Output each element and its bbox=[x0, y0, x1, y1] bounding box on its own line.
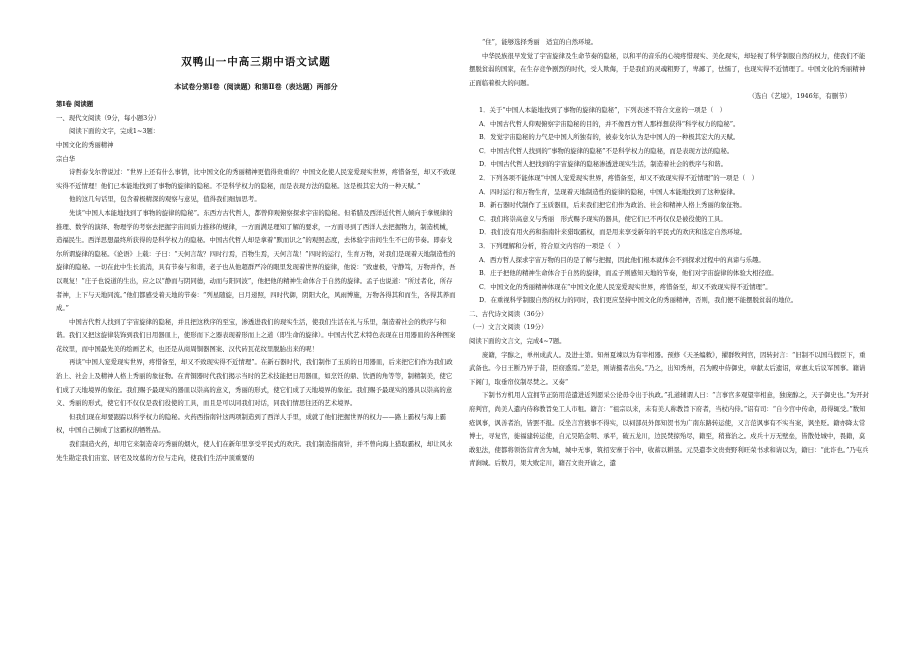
section-1-heading: 一、现代文阅读（9分，每小题3分） bbox=[56, 113, 160, 122]
section-2-1-heading: （一）文言文阅读（19分） bbox=[469, 323, 548, 332]
article-title: 中国文化的秀丽精神 bbox=[56, 140, 114, 149]
article-continuation: 中华民族很早发觉了宇宙旋律及生命节奏的隐秘，以和平的音乐的心境疼惜现实、美化现实，却轻视了科学制服自然的权力，使我们不能摆脱贫弱的国家，在生存竞争剧烈的时代，受人欺侮，于是我们的灵魂粗野了，卑鄙了，怯懦了，也现实得不近情理了。中国文化的秀丽精神正面临着极大的问题。 bbox=[469, 51, 866, 87]
exam-title: 双鸭山一中高三期中语文试题 bbox=[181, 56, 331, 68]
article-source: （选自《艺境》，1946年，有删节） bbox=[748, 92, 851, 101]
question-option: A．四时运行和万物生育，呈现着天地制造性的旋律的隐秘，中国人本能地找到了这种旋律。 bbox=[479, 187, 740, 196]
question-option: B．庄子把他的精神生命体合于自然的旋律，而孟子则感知天地的节奏，他们对宇宙旋律的体验大相径庭。 bbox=[479, 269, 778, 278]
article-continuation: “住”，能够选择秀丽 适宜的自然环境。 bbox=[482, 38, 598, 46]
question-stem: 3．下列理解和分析，符合原文内容的一项是（ ） bbox=[479, 241, 624, 250]
question-option: D．在重视科学制服自然的权力的同时，我们更应坚持中国文化的秀丽精神，否则，我们便不能摆脱贫弱的地位。 bbox=[479, 296, 798, 305]
article-paragraph: 先谈“中国人本能地找到了事物的旋律的隐秘”。东西方古代哲人，都曾仰观俯察探求宇宙的隐秘。但希腊及西洋近代哲人倾向于拿规律的推理、数学的演绎、物理学的考察去把握宇宙间质力推移的规律，一方面满足理知了解的要求，一方面寻到了西洋人去把握物力，制造机械，造福民生。西洋思想最终所获得的是科学权力的隐秘。中国古代哲人却是拿着“默而识之”的观照态度，去体验宇宙间生生不已的节奏。即泰戈尔所谓旋律的隐秘。《论语》上载：子曰：“天何言哉？四时行焉，百物生焉，天何言哉！”四时的运行，生育万物，对我们是现着天地制造性的旋律的隐秘。一切在此中生长流消，具有节奏与和谐，老子也从他超群严冷的眼里发现着世界的旋律，他说：“致虚极，守静笃，万物并作，吾以观复！”庄子也说道的生出，应之以“静而与阴同德，动而与阳同波”，他把他的精神生命体合于自然的旋律。孟子也说道：“所过者化，所存者神，上下与天地同流。”他们都感受着天地的节奏：“列星随旋，日月递照，四时代御，阴阳大化，风雨博施，万物各得其和而生，各得其养而成。” bbox=[56, 208, 456, 313]
question-option: D．我们没有用火药和指南针来猎取霸权，而是用来享受新年的平民式的欢庆和选定自然环境。 bbox=[479, 228, 747, 237]
question-option: D．中国古代哲人把找到的宇宙旋律的隐秘渗透进现实生活，制造着社会的秩序与和谐。 bbox=[479, 160, 727, 169]
section-heading: 第Ⅰ卷 阅读题 bbox=[56, 100, 94, 109]
reading-instruction-2: 阅读下面的文言文，完成4~7题。 bbox=[469, 337, 566, 346]
article-author: 宗白华 bbox=[56, 154, 76, 163]
classical-paragraph: 下制书方机用人宜拥节正防用范遣进近列愿采公论毋令出于执政。”孔道辅谓人曰：“言事官多观望宰相意，独庞醇之，天子御史也。”为开封府判官，尚美人遣内侍称教旨免工人市租。籍言：“祖宗以来，未有美人称教旨下府者，当杖内侍。”诏有司：“自今宫中传命，毋得辄受。”数知疮讽事，讽善者治，皆罢不报。反坐言宫掖事不得实，以祠部员外郎知贺书为广南东路转运使，又言范讽事有不实当案，讽坐贬。籍亦降太常博士，寻复官，徙福建转运使，自元昊陷金明、承平，破五龙川，边民焚掠殆尽，籍至，稍葺治之。戍兵十万无壁垒，皆散处城中，畏籍，莫敢犯法，使都将领饬营青舍为城，城中无事，筑招安寨于谷中，收蓄以耕垦。元昊遣李文贵赍野利旺荣书求和请以为，籍曰：“此诈也。”乃屯兵青涧城。后数月，果大败定川，籍召文贵开谕之，遣 bbox=[469, 391, 869, 468]
article-paragraph: 诗哲泰戈尔曾说过：“世界上还有什么事情，比中国文化的秀丽精神更值得贵重的？中国文化使人民宠爱现实世界，疼惜备至，却又不致现实得不近情理！他们已本能地找到了事物的旋律的隐秘。不是科学权力的隐秘，而是表现方法的隐秘。这是极其宏大的一种天赋。” bbox=[56, 168, 456, 190]
article-paragraph: 我们制造火药，却用它来制造奇巧秀丽的烟火，使人们在新年里享受平民式的欢庆。我们制造指南针，并不曾向海上猎取霸权，却让风水先生勘定我们宙室、居宅及坟墓的方位与走向，使我们生活中顶重要的 bbox=[56, 440, 453, 462]
question-stem: 1．关于“中国人本能地找到了事物的旋律的隐秘”，下列表述不符合文意的一项是（ ） bbox=[479, 105, 727, 114]
article-paragraph: 再谈“中国人宠爱现实世界，疼惜备至，却又不致现实得不近情理”。在新石器时代，我们制作了玉质的日用器皿，后来把它们作为我们政治上、社会上及精神人格上秀丽的象征物。在青铜器时代我们揭示当时的艺术技能把日用器皿，如烹饪的鼎、饮酒的角等等，制精制美，使它们成了天地境界的象征。我们赐予最现实的器皿以崇高的意义，秀丽的形式，使它们成了天地境界的象征。我们赐予最现实的器具以崇高的意义、秀丽的形式，使它们不仅仅是我们役使的工具，而且是可以同我们对话，同我们情思往还的艺术境界。 bbox=[56, 358, 453, 408]
question-option: B．新石器时代制作了玉质器皿，后来我们把它们作为政治、社会和精神人格上秀丽的象征物。 bbox=[479, 201, 746, 210]
article-paragraph: 但我们现在却要跟踪以科学权力的隐秘。火药西指南针这两项制造到了西洋人手里，成就了他们把握世界的权力——路上霸权与海上霸权，中国自己倒成了这霸权的牺牲品。 bbox=[56, 412, 447, 435]
question-stem: 2．下列各项不能体现“中国人宠爱现实世界，疼惜备至，却又不致现实得不近情理”的一项是（ ） bbox=[479, 173, 759, 182]
question-option: B．发觉宇宙隐秘的力气是中国人所独有的，被泰戈尔认为是中国人的一种极其宏大的天赋。 bbox=[479, 133, 740, 142]
question-option: C．中国文化的秀丽精神体现在“中国文化使人民宠爱现实世界，疼惜备至，却又不致现实得不近情理”。 bbox=[479, 282, 772, 291]
left-column bbox=[56, 48, 456, 465]
question-option: A．中国古代哲人仰观俯察宇宙隐秘的目的，并不像西方哲人那样想获得“科学权力的隐秘”。 bbox=[479, 119, 740, 128]
section-2-heading: 二、古代诗文阅读（36分） bbox=[469, 309, 548, 318]
right-column bbox=[469, 36, 871, 471]
article-paragraph: 中国古代哲人找到了宇宙旋律的隐秘，并且把这秩序的至宝，渗透进我们的现实生活，使我们生活在礼与乐里，制造着社会的秩序与和谐。我们又把这旋律装饰到我们日用器皿上，使形而下之器表现着形而上之道（即生命的旋律）。中国古代艺术特色表现在日用器皿的各种图案花纹里，而中国最先美的绘画艺术，也还是从商周铜器图案、汉代砖瓦花纹里脱胎出来的呢！ bbox=[56, 317, 456, 353]
article-paragraph: 他的这几句话里，包含着极精深的观察与意见，值得我们细加思考。 bbox=[69, 195, 261, 204]
reading-instruction: 阅读下面的文字，完成1~3题： bbox=[69, 127, 160, 136]
question-option: C．我们将崇高意义与秀丽 形式赐予现实的器具，使它们已不再仅仅是被役使的工具。 bbox=[479, 214, 727, 223]
question-option: A．西方哲人探求宇宙万物的目的是了解与把握，因此他们根本就体会不到探求过程中的真谛与乐趣。 bbox=[479, 255, 765, 264]
question-option: C．中国古代哲人找到的“事物的旋律的隐秘”不是科学权力的隐秘，而是表现方法的隐秘。 bbox=[479, 146, 734, 155]
exam-subtitle: 本试卷分第Ⅰ卷（阅读题）和第Ⅱ卷（表达题）两部分 bbox=[174, 81, 338, 91]
classical-paragraph: 庞籍，字醇之，单州成武人。及进士第。知州夏竦以为有宰相器。预修《天圣编敕》，擢群牧判官，因转封言：“旧制不以国马假臣下，重武备也。今日王断乃异于昔，臣窃惑焉。”差是，则请摄者出矣。”乃之，出知秀州，召为殿中侍御史，章献太后遗诏，章惠太后议军国事。籍请下阁门，取垂帘仪制尽焚之。又奏“ bbox=[469, 350, 866, 386]
